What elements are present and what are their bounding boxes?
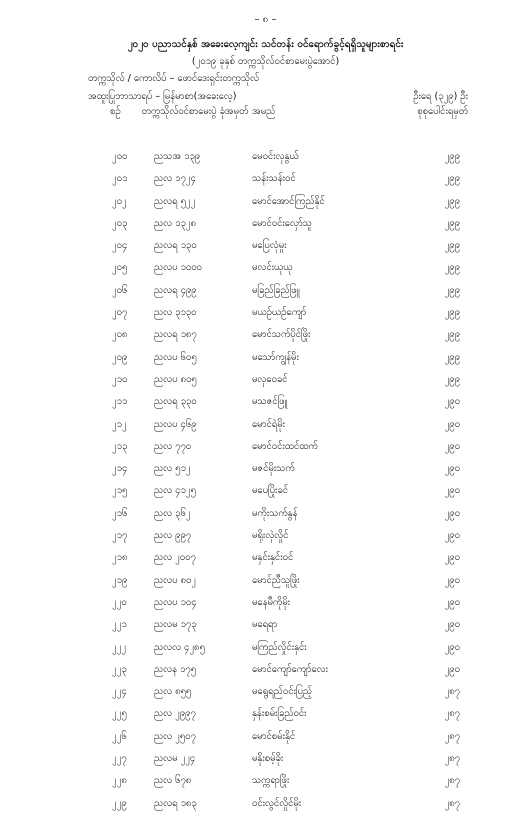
row-name: မောင်အောင်ကြည်နိုင် <box>252 195 325 207</box>
row-exam-no: ညလ ၆၇၈ <box>154 775 192 787</box>
row-score: ၂၉၀ <box>444 485 460 497</box>
row-exam-no: ညလ ၂၅၀၇ <box>154 730 196 742</box>
row-score: ၂၉၀ <box>444 574 460 586</box>
row-name: မလင်းယုယု <box>252 262 293 274</box>
row-sr: ၂၂၇ <box>112 753 127 765</box>
row-score: ၂၈၇ <box>444 797 460 809</box>
table-row <box>88 391 468 413</box>
row-name: မောင်ညီသူဖြိုး <box>252 574 300 586</box>
row-exam-no: ညလပ ၈၀၅ <box>154 373 197 385</box>
row-name: မခြည်ခြည်ဖြူ <box>252 284 300 296</box>
table-row <box>88 458 468 480</box>
table-row <box>88 168 468 190</box>
row-name: သက္ကရာဖြိုး <box>252 775 290 787</box>
row-sr: ၂၁၆ <box>112 507 128 519</box>
row-exam-no: ညလရ ၄၉၉ <box>154 284 197 296</box>
row-exam-no: ညသအ ၁၃၉ <box>154 151 201 162</box>
row-sr: ၂၀၉ <box>112 351 128 363</box>
row-name: မောင်ဝင်းလှော်သူ <box>252 217 312 229</box>
row-exam-no: ညလ ၉၉၇ <box>154 530 192 542</box>
row-exam-no: ညလရ ၅၂၂ <box>154 195 196 207</box>
table-row <box>88 592 468 614</box>
row-name: မသဇင်ဖြူ <box>252 396 288 408</box>
row-sr: ၂၀၅ <box>112 262 128 274</box>
row-name: မေဝင်းလှနွယ် <box>252 151 299 162</box>
row-score: ၂၉၀ <box>444 641 460 653</box>
row-exam-no: ညလ ၄၁၂၅ <box>154 485 196 497</box>
row-score: ၂၉၉ <box>444 151 460 162</box>
meta-row <box>88 90 468 104</box>
table-row <box>88 503 468 525</box>
row-sr: ၂၀၀ <box>112 151 128 162</box>
row-name: မနိုးစမ့်ခိုး <box>252 753 284 765</box>
row-score: ၂၉၉ <box>444 262 460 274</box>
row-score: ၂၉၉ <box>444 217 460 229</box>
row-sr: ၂၂၃ <box>112 663 127 675</box>
row-exam-no: ညလ ၁၇၂၄ <box>154 173 196 185</box>
row-name: မနေမီကိုမိုး <box>252 596 291 608</box>
row-score: ၂၈၇ <box>444 730 460 742</box>
table-row <box>88 146 468 168</box>
row-exam-no: ညလမ ၂၂၄ <box>154 753 196 765</box>
table-row <box>88 191 468 213</box>
row-name: နှန်းစမ်းခြည်ဝင်း <box>252 708 307 720</box>
row-name: မကြည်လှိုင်းနှင်း <box>252 641 307 653</box>
table-row <box>88 235 468 257</box>
stream-label: အထူးပြုဘာသာရပ် – မြန်မာစာ(အခေးလေ့) <box>88 91 237 102</box>
page-number: – ၈ – <box>254 14 277 25</box>
row-score: ၂၈၇ <box>444 775 460 787</box>
header-exam-no: တက္ကသိုလ်ဝင်စာမေးပွဲ ခုံအမှတ် <box>141 106 249 117</box>
row-score: ၂၉၀ <box>444 619 460 631</box>
table-row <box>88 659 468 681</box>
row-sr: ၂၁၃ <box>112 440 128 452</box>
table-row <box>88 637 468 659</box>
table-row <box>88 480 468 502</box>
row-score: ၂၈၇ <box>444 753 460 765</box>
row-score: ၂၉၀ <box>444 663 460 675</box>
header-score: စုစုပေါင်းရမှတ် <box>417 106 468 117</box>
row-name: မောင်ဝင်းထင်ထက် <box>252 440 318 452</box>
row-score: ၂၉၉ <box>444 240 460 252</box>
table-row <box>88 681 468 703</box>
row-exam-no: ညလပ ၈၀၂ <box>154 574 196 586</box>
row-exam-no: ညလရ ၁၈၇ <box>154 329 197 341</box>
row-score: ၂၉၀ <box>444 440 460 452</box>
row-sr: ၂၁၉ <box>112 574 128 586</box>
row-score: ၂၉၉ <box>444 351 460 363</box>
row-name: မလှဝေခင် <box>252 373 288 385</box>
row-exam-no: ညလရ ၁၃၀ <box>154 240 197 252</box>
row-score: ၂၉၀ <box>444 418 460 430</box>
row-score: ၂၉၉ <box>444 173 460 185</box>
row-exam-no: ညလန ၁၇၅ <box>154 663 197 675</box>
row-sr: ၂၂၉ <box>112 797 127 809</box>
row-name: မသော်ကျွန်မိုး <box>252 351 299 363</box>
table-header <box>88 106 468 136</box>
row-score: ၂၉၉ <box>444 329 460 341</box>
row-exam-no: ညလပ ၄၆၉ <box>154 418 197 430</box>
row-score: ၂၈၇ <box>444 708 460 720</box>
row-sr: ၂၀၈ <box>112 329 128 341</box>
table-row <box>88 547 468 569</box>
row-sr: ၂၀၁ <box>112 173 128 185</box>
row-score: ၂၉၉ <box>444 284 460 296</box>
table-row <box>88 614 468 636</box>
row-exam-no: ညလလ ၄၂၈၅ <box>154 641 205 653</box>
table-row <box>88 570 468 592</box>
table-row <box>88 280 468 302</box>
table-row <box>88 257 468 279</box>
row-exam-no: ညလပ ၁၀၀၀ <box>154 262 202 274</box>
row-score: ၂၉၀ <box>444 396 460 408</box>
row-score: ၂၉၀ <box>444 552 460 564</box>
table-row <box>88 213 468 235</box>
row-sr: ၂၁၇ <box>112 530 128 542</box>
header-name: အမည် <box>252 106 276 117</box>
university-label: တက္ကသိုလ် / ကောလိပ် – ဖောင်ဒေးရှင်းတက္ကသိုလ် <box>88 73 260 84</box>
row-sr: ၂၁၈ <box>112 552 128 564</box>
row-exam-no: ညလပ ၆၀၅ <box>154 351 197 363</box>
row-name: မောင်စမ်းနိုင် <box>252 730 296 742</box>
row-name: သန်းသန်းဝင် <box>252 173 296 185</box>
table-row <box>88 302 468 324</box>
row-name: မပြေလုံမှုး <box>252 240 287 252</box>
row-sr: ၂၂၈ <box>112 775 127 787</box>
row-sr: ၂၁၁ <box>112 396 128 408</box>
table-row <box>88 436 468 458</box>
table-row <box>88 324 468 346</box>
row-exam-no: ညလ ၂၉၉၇ <box>154 708 196 720</box>
row-name: မောင်သက်ပိုင်ဖြိုး <box>252 329 311 341</box>
row-sr: ၂၀၃ <box>112 217 128 229</box>
table-body <box>88 146 468 815</box>
row-name: မောင်ကျော်ကျော်လေး <box>252 663 328 675</box>
document-subtitle: (၂၀၁၉ ခုနှစ် တက္ကသိုလ်ဝင်စာမေးပွဲအောင်) <box>191 56 340 67</box>
row-exam-no: ညလ ၇၇၀ <box>154 440 192 452</box>
row-name: မနှင်းနှင်းဝင် <box>252 552 294 564</box>
row-sr: ၂၂၂ <box>112 641 126 653</box>
row-sr: ၂၁၅ <box>112 485 128 497</box>
row-score: ၂၉၉ <box>444 373 460 385</box>
row-exam-no: ညလ ၃၆၂ <box>154 507 191 519</box>
row-score: ၂၉၀ <box>444 507 460 519</box>
row-exam-no: ညလ ၃၁၃၀ <box>154 307 197 319</box>
row-score: ၂၉၉ <box>444 307 460 319</box>
row-exam-no: ညလမ ၁၇၃ <box>154 619 197 631</box>
row-sr: ၂၂၁ <box>112 619 127 631</box>
table-row <box>88 726 468 748</box>
table-row <box>88 793 468 815</box>
row-name: မရေရာ <box>252 619 278 631</box>
row-sr: ၂၁၂ <box>112 418 127 430</box>
row-sr: ၂၁၄ <box>112 463 128 475</box>
row-sr: ၂၀၂ <box>112 195 127 207</box>
row-score: ၂၈၇ <box>444 686 460 698</box>
header-sr: စဉ် <box>110 106 121 117</box>
row-name: မရွေရည်ဝင်းပြည့် <box>252 686 313 698</box>
row-name: မောင်ရဲမိုး <box>252 418 286 430</box>
table-row <box>88 748 468 770</box>
row-sr: ၂၀၆ <box>112 284 128 296</box>
row-sr: ၂၁၀ <box>112 373 128 385</box>
row-sr: ၂၂၄ <box>112 686 127 698</box>
row-exam-no: ညလရ ၃၃၀ <box>154 396 197 408</box>
row-score: ၂၉၉ <box>444 195 460 207</box>
row-name: မပေပြိုးခင် <box>252 485 289 497</box>
row-sr: ၂၂၀ <box>112 596 127 608</box>
row-name: ဝင်းလွင်လှိုင်မိုး <box>252 797 302 809</box>
row-score: ၂၉၀ <box>444 463 460 475</box>
row-exam-no: ညလရ ၁၈၃ <box>154 797 197 809</box>
row-exam-no: ညလပ ၁၀၄ <box>154 596 197 608</box>
row-name: မယဉ်ယဉ်ကျော် <box>252 307 307 319</box>
table-row <box>88 414 468 436</box>
table-row <box>88 369 468 391</box>
row-sr: ၂၀၇ <box>112 307 128 319</box>
row-exam-no: ညလ ၅၁၂ <box>154 463 191 475</box>
table-row <box>88 770 468 792</box>
row-score: ၂၉၀ <box>444 530 460 542</box>
row-name: မရိုးလှဲလှိုင် <box>252 530 289 542</box>
row-sr: ၂၂၆ <box>112 730 127 742</box>
row-name: မကိုးသက်နွန် <box>252 507 298 519</box>
document-title: ၂၀၂၀ ပညာသင်နှစ် အခေးလေ့ကျင်း သင်တန်း ဝင်ရောက်ခွင့်ရရှိသူများစာရင်း <box>127 39 404 50</box>
table-row <box>88 525 468 547</box>
row-exam-no: ညလ ၈၅၅ <box>154 686 192 698</box>
table-row <box>88 703 468 725</box>
row-name: မဇင်မိုးသက် <box>252 463 295 475</box>
row-exam-no: ညလ ၂၀၀၇ <box>154 552 196 564</box>
row-exam-no: ညလ ၁၃၂၈ <box>154 217 196 229</box>
row-score: ၂၉၀ <box>444 596 460 608</box>
table-row <box>88 347 468 369</box>
total-count: ဦးရေ (၃၂၉) ဦး <box>413 91 468 102</box>
row-sr: ၂၀၄ <box>112 240 128 252</box>
row-sr: ၂၂၅ <box>112 708 127 720</box>
